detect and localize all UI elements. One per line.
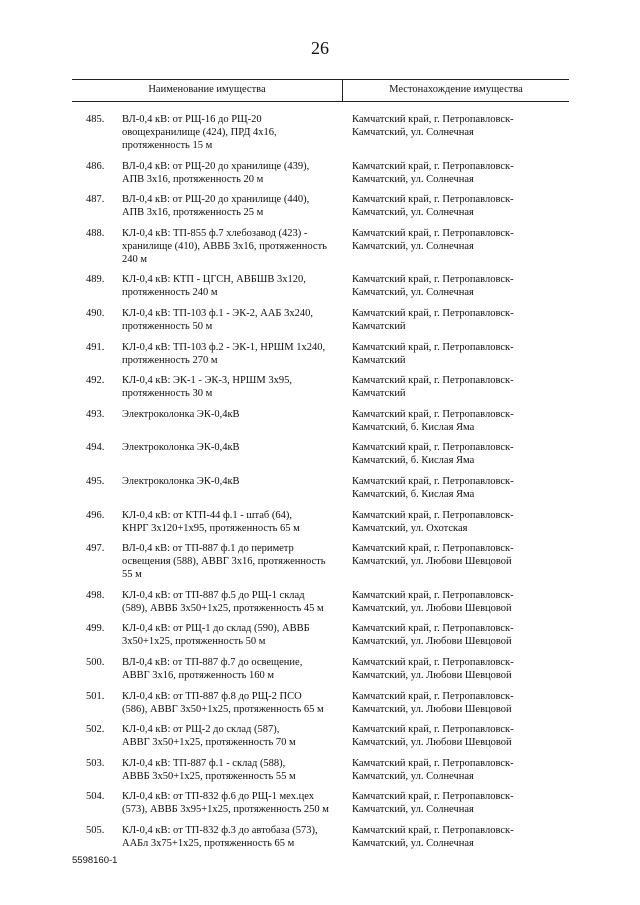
property-location-line: Камчатский, ул. Солнечная	[352, 287, 474, 299]
property-location-line: Камчатский край, г. Петропавловск-	[352, 757, 514, 769]
property-location	[348, 824, 569, 850]
property-location-line: Камчатский край, г. Петропавловск-	[352, 375, 514, 387]
property-location	[348, 408, 569, 434]
property-location-line: Камчатский, ул. Любови Шевцовой	[352, 669, 512, 681]
property-name	[122, 475, 348, 488]
property-name-line: КЛ-0,4 кВ: от РЩ-1 до склад (590), АВВБ	[122, 623, 310, 635]
property-name-line: (589), АВВБ 3х50+1х25, протяженность 45 м	[122, 602, 324, 614]
property-name	[122, 374, 348, 400]
property-name	[122, 227, 348, 266]
page-number: 26	[311, 38, 329, 58]
property-location	[348, 690, 569, 716]
property-name	[122, 307, 348, 333]
row-number: 494.	[86, 442, 105, 454]
table-row	[72, 227, 569, 266]
property-location-line: Камчатский край, г. Петропавловск-	[352, 341, 514, 353]
table-row	[72, 307, 569, 333]
property-location-line: Камчатский край, г. Петропавловск-	[352, 274, 514, 286]
property-location-line: Камчатский, б. Кислая Яма	[352, 421, 475, 433]
property-name-line: протяженность 50 м	[122, 320, 213, 332]
property-location-line: Камчатский, ул. Любови Шевцовой	[352, 636, 512, 648]
property-name-line: КЛ-0,4 кВ: от ТП-887 ф.5 до РЩ-1 склад	[122, 589, 305, 601]
property-location-line: Камчатский, ул. Любови Шевцовой	[352, 602, 512, 614]
table-row	[72, 824, 569, 850]
document-code: 5598160-1	[72, 855, 118, 866]
table-row	[72, 408, 569, 434]
property-location-line: Камчатский, ул. Солнечная	[352, 207, 474, 219]
property-name	[122, 341, 348, 367]
property-location-line: Камчатский, б. Кислая Яма	[352, 455, 475, 467]
property-location	[348, 656, 569, 682]
property-location-line: Камчатский, б. Кислая Яма	[352, 488, 475, 500]
property-location	[348, 509, 569, 535]
row-number: 488.	[86, 227, 105, 239]
property-location-line: Камчатский, ул. Солнечная	[352, 837, 474, 849]
property-location-line: Камчатский, ул. Любови Шевцовой	[352, 556, 512, 568]
property-name	[122, 113, 348, 152]
property-name	[122, 408, 348, 421]
property-location-line: Камчатский край, г. Петропавловск-	[352, 475, 514, 487]
property-location-line: Камчатский, ул. Любови Шевцовой	[352, 737, 512, 749]
table-row	[72, 160, 569, 186]
column-header-location: Местонахождение имущества	[389, 84, 523, 95]
property-name-line: КЛ-0,4 кВ: КТП - ЦГСН, АВБШВ 3х120,	[122, 274, 306, 286]
property-name-line: овощехранилище (424), ПРД 4х16,	[122, 127, 277, 138]
property-location-line: Камчатский	[352, 320, 406, 332]
property-location	[348, 341, 569, 367]
property-name-line: АВВБ 3х50+1х25, протяженность 55 м	[122, 770, 296, 782]
property-name	[122, 757, 348, 783]
property-location-line: Камчатский край, г. Петропавловск-	[352, 160, 514, 172]
property-name-line: 3х50+1х25, протяженность 50 м	[122, 636, 266, 648]
property-location-line: Камчатский край, г. Петропавловск-	[352, 307, 514, 319]
property-name-line: КЛ-0,4 кВ: ТП-103 ф.2 - ЭК-1, НРШМ 1х240,	[122, 341, 326, 353]
property-location-line: Камчатский, ул. Солнечная	[352, 127, 474, 138]
property-name-line: протяженность 240 м	[122, 287, 218, 299]
property-name	[122, 622, 348, 648]
property-location-line: Камчатский	[352, 388, 406, 400]
row-number: 490.	[86, 307, 105, 319]
property-name-line: КЛ-0,4 кВ: ТП-103 ф.1 - ЭК-2, ААБ 3х240,	[122, 307, 313, 319]
property-location-line: Камчатский, ул. Солнечная	[352, 804, 474, 816]
property-name-line: КЛ-0,4 кВ: ТП-855 ф.7 хлебозавод (423) -	[122, 227, 308, 239]
property-name-line: АВВГ 3х16, протяженность 160 м	[122, 669, 275, 681]
row-number: 502.	[86, 724, 105, 736]
property-name-line: (573), АВВБ 3х95+1х25, протяженность 250 м	[122, 804, 329, 816]
property-location	[348, 723, 569, 749]
property-name-line: протяженность 15 м	[122, 140, 213, 151]
property-name-line: протяженность 270 м	[122, 354, 218, 366]
row-number: 487.	[86, 194, 105, 206]
row-number: 492.	[86, 375, 105, 387]
property-name	[122, 790, 348, 816]
table-row	[72, 622, 569, 648]
row-number: 495.	[86, 475, 105, 487]
property-location	[348, 113, 569, 139]
table-row	[72, 193, 569, 219]
table-row	[72, 113, 569, 152]
property-location	[348, 160, 569, 186]
property-location	[348, 589, 569, 615]
property-location-line: Камчатский край, г. Петропавловск-	[352, 509, 514, 521]
property-location-line: Камчатский край, г. Петропавловск-	[352, 194, 514, 206]
property-name-line: (586), АВВГ 3х50+1х25, протяженность 65 м	[122, 703, 324, 715]
property-name-line: КЛ-0,4 кВ: от ТП-832 ф.3 до автобаза (573),	[122, 824, 318, 836]
table-row	[72, 790, 569, 816]
property-location-line: Камчатский край, г. Петропавловск-	[352, 656, 514, 668]
property-location-line: Камчатский край, г. Петропавловск-	[352, 114, 514, 125]
property-location	[348, 193, 569, 219]
property-location	[348, 441, 569, 467]
property-location	[348, 307, 569, 333]
property-location	[348, 273, 569, 299]
property-location-line: Камчатский, ул. Солнечная	[352, 770, 474, 782]
table-row	[72, 273, 569, 299]
row-number: 496.	[86, 509, 105, 521]
property-name-line: КЛ-0,4 кВ: от ТП-887 ф.8 до РЩ-2 ПСО	[122, 690, 302, 702]
row-number: 497.	[86, 543, 105, 555]
row-number: 486.	[86, 160, 105, 172]
row-number: 499.	[86, 623, 105, 635]
property-name-line: хранилище (410), АВВБ 3х16, протяженность	[122, 240, 327, 252]
property-location-line: Камчатский край, г. Петропавловск-	[352, 724, 514, 736]
property-location-line: Камчатский	[352, 354, 406, 366]
row-number: 501.	[86, 690, 105, 702]
property-location-line: Камчатский край, г. Петропавловск-	[352, 824, 514, 836]
property-table-body	[72, 113, 569, 857]
row-number: 504.	[86, 791, 105, 803]
property-name-line: ВЛ-0,4 кВ: от РЩ-16 до РЩ-20	[122, 114, 262, 125]
property-location	[348, 475, 569, 501]
property-location-line: Камчатский край, г. Петропавловск-	[352, 408, 514, 420]
property-name-line: АВВГ 3х50+1х25, протяженность 70 м	[122, 737, 296, 749]
property-name-line: КЛ-0,4 кВ: ТП-887 ф.1 - склад (588),	[122, 757, 286, 769]
table-header-bottom-rule	[72, 101, 569, 102]
property-name-line: КЛ-0,4 кВ: от РЩ-2 до склад (587),	[122, 724, 280, 736]
table-row	[72, 475, 569, 501]
row-number: 500.	[86, 656, 105, 668]
property-name	[122, 542, 348, 581]
property-location-line: Камчатский край, г. Петропавловск-	[352, 442, 514, 454]
table-row	[72, 757, 569, 783]
property-location-line: Камчатский, ул. Солнечная	[352, 173, 474, 185]
property-name-line: КЛ-0,4 кВ: ЭК-1 - ЭК-3, НРШМ 3х95,	[122, 375, 292, 387]
property-location-line: Камчатский, ул. Охотская	[352, 522, 468, 534]
row-number: 498.	[86, 589, 105, 601]
property-name-line: Электроколонка ЭК-0,4кВ	[122, 408, 240, 420]
property-name-line: освещения (588), АВВГ 3х16, протяженность	[122, 556, 326, 568]
property-location-line: Камчатский край, г. Петропавловск-	[352, 543, 514, 555]
row-number: 493.	[86, 408, 105, 420]
property-name-line: 55 м	[122, 569, 142, 581]
table-row	[72, 542, 569, 581]
property-name-line: АПВ 3х16, протяженность 20 м	[122, 173, 264, 185]
property-name-line: КЛ-0,4 кВ: от ТП-832 ф.6 до РЩ-1 мех.цех	[122, 791, 314, 803]
column-header-name: Наименование имущества	[148, 84, 266, 95]
property-name-line: 240 м	[122, 253, 148, 265]
property-name	[122, 690, 348, 716]
table-header-top-rule	[72, 79, 569, 80]
property-name-line: ВЛ-0,4 кВ: от ТП-887 ф.7 до освещение,	[122, 656, 303, 668]
table-row	[72, 656, 569, 682]
property-name-line: АПВ 3х16, протяженность 25 м	[122, 207, 264, 219]
property-name	[122, 160, 348, 186]
property-name-line: КНРГ 3х120+1х95, протяженность 65 м	[122, 522, 300, 534]
property-location-line: Камчатский, ул. Любови Шевцовой	[352, 703, 512, 715]
property-location-line: Камчатский край, г. Петропавловск-	[352, 623, 514, 635]
property-location	[348, 374, 569, 400]
property-name-line: КЛ-0,4 кВ: от КТП-44 ф.1 - штаб (64),	[122, 509, 292, 521]
property-name	[122, 193, 348, 219]
table-row	[72, 589, 569, 615]
table-row	[72, 341, 569, 367]
property-name-line: ВЛ-0,4 кВ: от РЩ-20 до хранилище (439),	[122, 160, 310, 172]
property-name	[122, 509, 348, 535]
property-name-line: протяженность 30 м	[122, 388, 213, 400]
property-name-line: ВЛ-0,4 кВ: от ТП-887 ф.1 до периметр	[122, 543, 294, 555]
property-name-line: Электроколонка ЭК-0,4кВ	[122, 475, 240, 487]
property-name	[122, 441, 348, 454]
row-number: 503.	[86, 757, 105, 769]
table-row	[72, 374, 569, 400]
property-location-line: Камчатский край, г. Петропавловск-	[352, 589, 514, 601]
property-location-line: Камчатский край, г. Петропавловск-	[352, 791, 514, 803]
row-number: 505.	[86, 824, 105, 836]
property-location	[348, 790, 569, 816]
table-row	[72, 690, 569, 716]
property-name-line: ВЛ-0,4 кВ: от РЩ-20 до хранилище (440),	[122, 194, 310, 206]
property-name-line: ААБл 3х75+1х25, протяженность 65 м	[122, 837, 295, 849]
property-location	[348, 622, 569, 648]
property-name	[122, 723, 348, 749]
property-location-line: Камчатский, ул. Солнечная	[352, 240, 474, 252]
property-name	[122, 273, 348, 299]
row-number: 485.	[86, 114, 105, 125]
row-number: 489.	[86, 274, 105, 286]
table-row	[72, 509, 569, 535]
property-location	[348, 757, 569, 783]
property-location-line: Камчатский край, г. Петропавловск-	[352, 227, 514, 239]
property-name	[122, 656, 348, 682]
property-name	[122, 589, 348, 615]
property-location	[348, 227, 569, 253]
property-location-line: Камчатский край, г. Петропавловск-	[352, 690, 514, 702]
property-name-line: Электроколонка ЭК-0,4кВ	[122, 442, 240, 454]
table-row	[72, 723, 569, 749]
table-row	[72, 441, 569, 467]
property-name	[122, 824, 348, 850]
row-number: 491.	[86, 341, 105, 353]
property-location	[348, 542, 569, 568]
